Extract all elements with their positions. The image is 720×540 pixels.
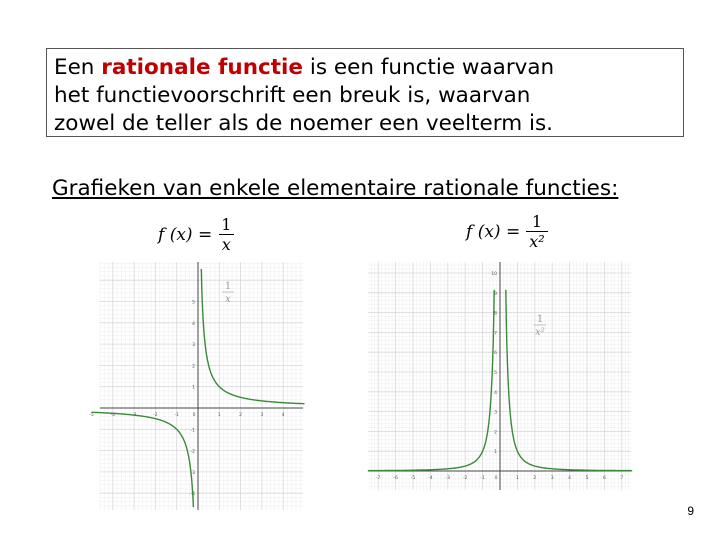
graph2-x-tick-label: -7 xyxy=(375,476,381,481)
graph1-y-tick-label: 1 xyxy=(192,385,195,391)
graph2-x-tick-label: 2 xyxy=(533,476,537,481)
formula-2-fraction xyxy=(526,212,547,251)
graph1-x-tick-label: -2 xyxy=(153,413,158,418)
graph2-x-tick-label: -6 xyxy=(393,476,398,481)
graph2-y-tick-label: 8 xyxy=(494,311,497,317)
graph2-x-tick-label: -4 xyxy=(428,476,433,481)
graph1-y-tick-label: -3 xyxy=(190,470,195,476)
graph2-x-tick-label: 3 xyxy=(550,476,554,481)
graph2-x-tick-label: 4 xyxy=(568,476,572,481)
definition-line-2: het functievoorschrift een breuk is, waarvan xyxy=(54,83,531,108)
graph1-x-tick-label: -3 xyxy=(131,413,137,418)
graph1-y-tick-label: -4 xyxy=(190,492,195,498)
formula-1-over-x xyxy=(158,215,234,254)
formula-1-lhs: f (x) = xyxy=(158,224,213,245)
graph1-y-tick-label: 2 xyxy=(192,364,195,370)
formula-1-numerator: 1 xyxy=(221,215,232,234)
graph1-x-tick-label: 0 xyxy=(192,413,196,418)
graph2-y-tick-label: 1 xyxy=(494,450,497,456)
graph2-y-tick-label: 5 xyxy=(494,371,497,376)
page-number: 9 xyxy=(687,504,694,518)
graph1-x-tick-label: -4 xyxy=(110,413,116,418)
graph2-curve-label-denominator: x² xyxy=(535,327,545,338)
graph2-y-tick-label: 4 xyxy=(494,390,497,396)
graph2-y-tick-label: 7 xyxy=(494,331,497,337)
definition-line-3: zowel de teller als de noemer een veelterm is. xyxy=(54,111,553,136)
formula-2-lhs: f (x) = xyxy=(466,221,521,242)
graph1-y-tick-label: 3 xyxy=(192,343,195,349)
graph2-y-tick-label: 9 xyxy=(494,291,497,297)
graph-1-over-x xyxy=(89,262,303,510)
graph1-curve-label-numerator: 1 xyxy=(224,281,232,292)
graph2-y-tick-label: 3 xyxy=(494,410,497,416)
formula-2-numerator: 1 xyxy=(531,212,543,231)
graph1-x-tick-label: 3 xyxy=(260,413,264,418)
graph2-curve-branch-1 xyxy=(368,290,494,471)
graph1-curve-branch-2 xyxy=(201,269,304,404)
graph2-x-tick-label: 0 xyxy=(494,476,498,481)
graph1-curve-label-denominator: x xyxy=(225,294,231,305)
highlight-term: rationale functie xyxy=(101,55,304,80)
graph2-x-tick-label: 5 xyxy=(585,476,589,481)
graph1-y-tick-label: -2 xyxy=(190,449,195,455)
formula-1-fraction xyxy=(218,215,234,254)
graph1-y-tick-label: -1 xyxy=(190,428,195,434)
formula-1-denominator: x xyxy=(219,234,234,254)
graph2-x-tick-label: 7 xyxy=(620,476,624,481)
graph2-x-tick-label: -1 xyxy=(480,476,485,481)
graph2-curve-label-numerator: 1 xyxy=(536,314,544,325)
graph2-x-tick-label: 1 xyxy=(515,476,519,481)
graph1-x-tick-label: 2 xyxy=(239,413,243,418)
definition-box xyxy=(46,48,684,137)
graph1-x-tick-label: 1 xyxy=(217,413,221,418)
graph1-x-tick-label: -5 xyxy=(89,413,94,418)
graph1-y-tick-label: 5 xyxy=(192,300,195,306)
graph2-x-tick-label: -2 xyxy=(462,476,468,481)
formula-1-over-x-squared xyxy=(466,212,548,251)
graph2-y-tick-label: 6 xyxy=(494,351,497,357)
graph1-x-tick-label: 4 xyxy=(281,413,285,418)
graph1-x-tick-label: -1 xyxy=(174,413,179,418)
graph2-x-tick-label: -5 xyxy=(410,476,416,481)
section-heading: Grafieken van enkele elementaire rationale functies: xyxy=(52,176,619,201)
formula-2-denominator: x² xyxy=(526,231,547,251)
graph1-y-tick-label: 4 xyxy=(192,321,195,327)
graph-1-over-x-squared xyxy=(368,262,631,490)
definition-line-1-post: is een functie waarvan xyxy=(303,55,555,80)
graph2-x-tick-label: 6 xyxy=(602,476,606,481)
graph2-y-tick-label: 2 xyxy=(494,430,497,436)
graph2-curve-branch-2 xyxy=(506,290,632,471)
definition-line-1 xyxy=(54,54,683,82)
graph2-x-tick-label: -3 xyxy=(445,476,451,481)
graph2-y-tick-label: 10 xyxy=(491,272,497,277)
definition-line-1-pre: Een xyxy=(54,55,102,80)
